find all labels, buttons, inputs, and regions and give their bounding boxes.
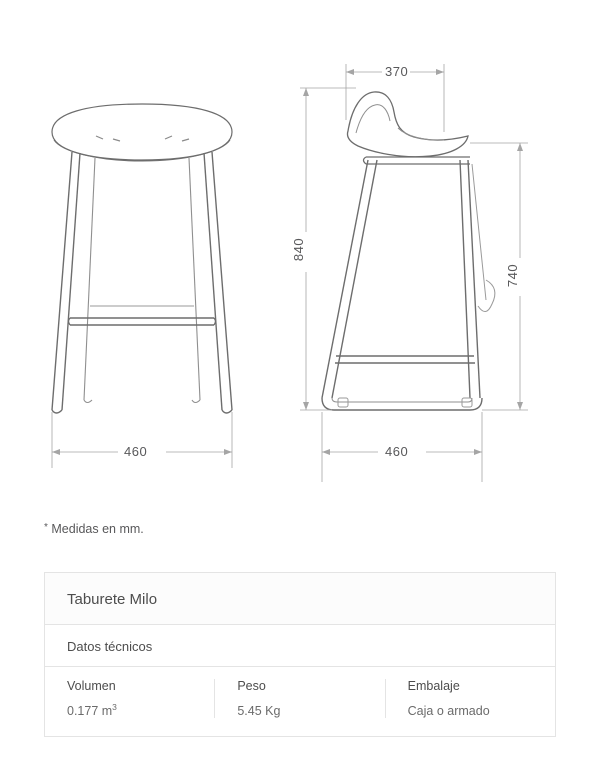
front-width-dimension: [52, 412, 232, 468]
front-width-label: 460: [124, 444, 148, 459]
side-view-stool: [322, 92, 495, 410]
note-text: Medidas en mm.: [47, 522, 144, 536]
spec-value: [67, 702, 192, 718]
total-height-label: 840: [291, 237, 307, 262]
spec-label: Peso: [237, 679, 266, 693]
units-note: [44, 522, 144, 536]
spec-value-text: Caja o armado: [407, 704, 490, 719]
technical-data-heading: Datos técnicos: [45, 625, 555, 667]
spec-value: [237, 702, 362, 718]
spec-embalaje: [385, 679, 555, 718]
front-view-stool: [52, 104, 232, 413]
spec-volumen: [45, 679, 214, 718]
note-asterisk: *: [44, 522, 48, 533]
spec-value-text: 0.177 m: [67, 704, 113, 719]
product-title: Taburete Milo: [45, 573, 555, 625]
spec-label: Volumen: [67, 679, 116, 693]
spec-label: Embalaje: [407, 679, 460, 693]
spec-value: [408, 702, 533, 718]
spec-value-text: 5.45 Kg: [237, 704, 281, 719]
spec-peso: [214, 679, 384, 718]
specs-row: [45, 667, 555, 736]
side-top-width-label: 370: [385, 64, 409, 79]
seat-height-label: 740: [505, 263, 521, 288]
spec-value-exponent: 3: [112, 702, 117, 712]
side-base-width-label: 460: [385, 444, 409, 459]
product-info-panel: [44, 572, 556, 737]
